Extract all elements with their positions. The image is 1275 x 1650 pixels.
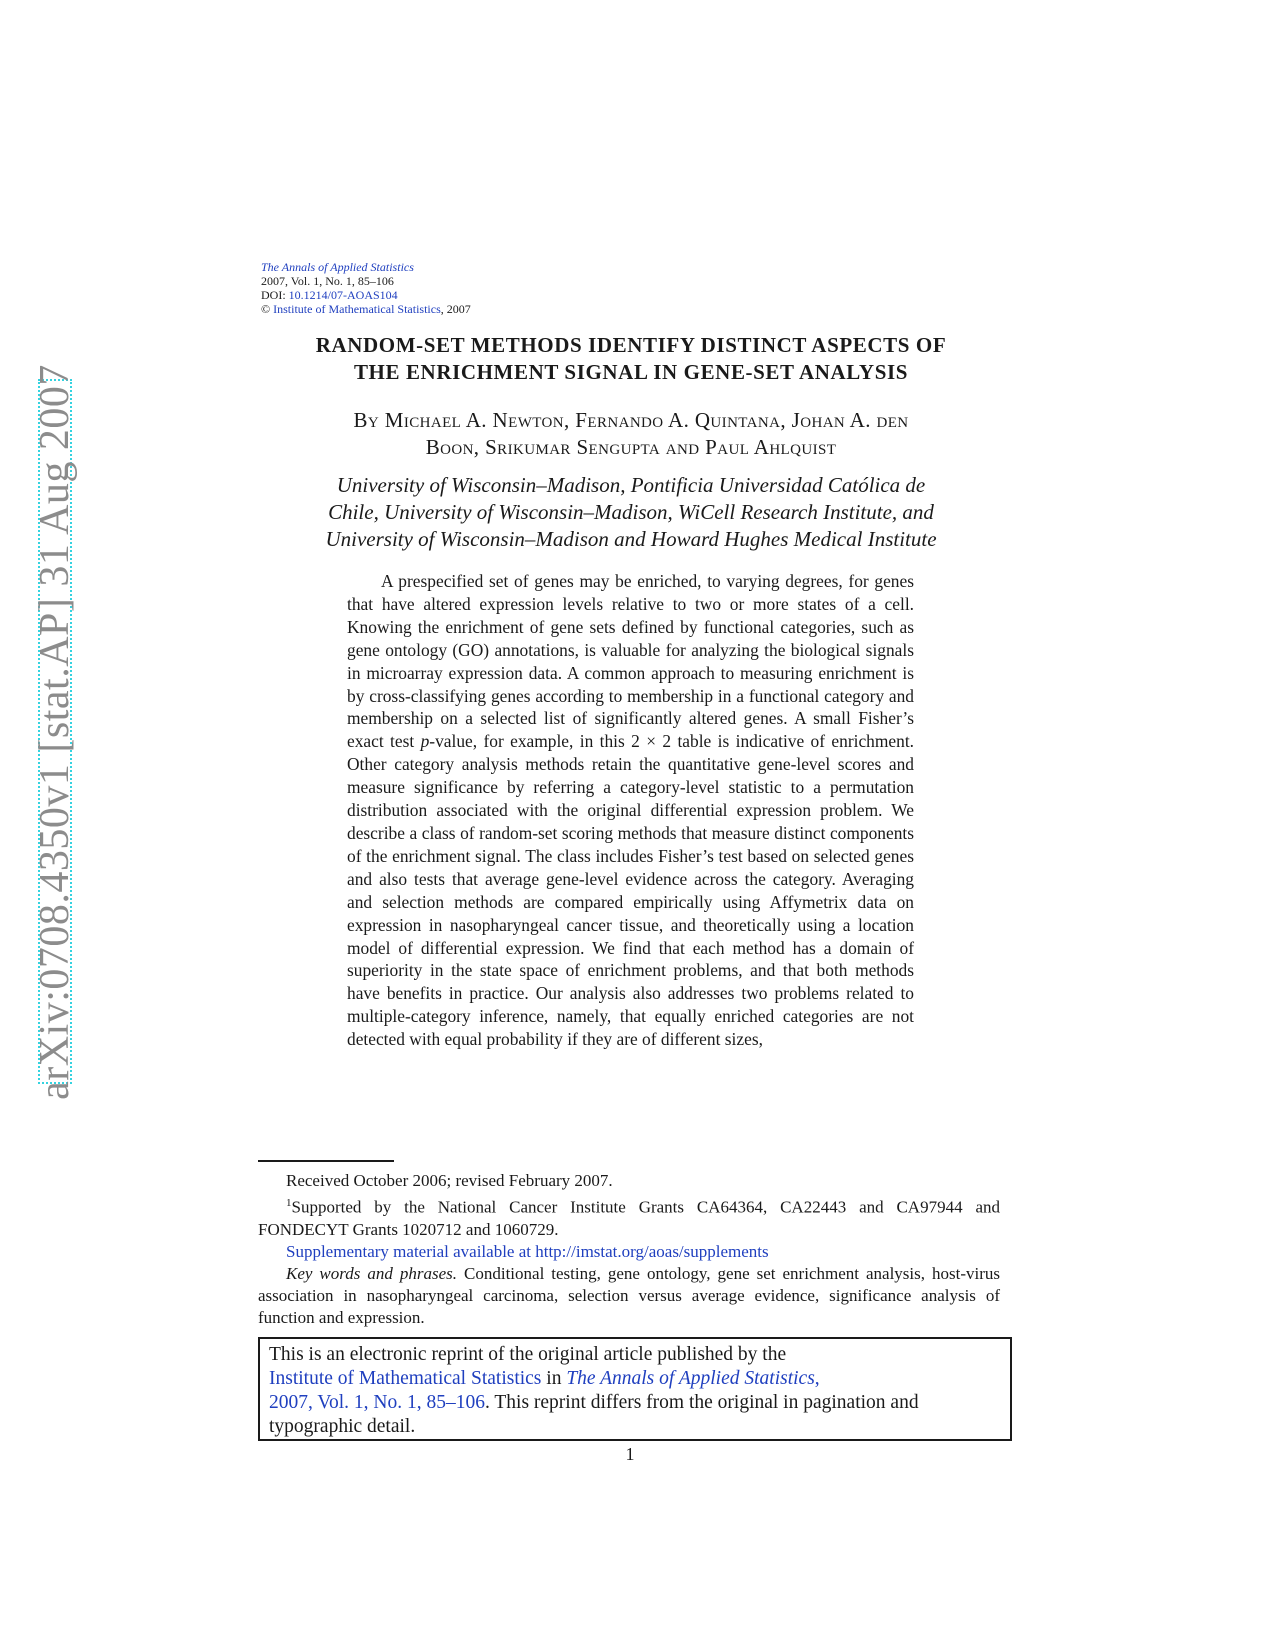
reprint-in: in (541, 1368, 567, 1389)
reprint-journal-link[interactable]: The Annals of Applied Statistics (566, 1368, 815, 1389)
title-line-1: RANDOM-SET METHODS IDENTIFY DISTINCT ASPECTS OF (315, 333, 947, 357)
journal-name-link[interactable]: The Annals of Applied Statistics (261, 260, 414, 274)
reprint-comma: , (814, 1368, 820, 1389)
reprint-notice (258, 1337, 1012, 1441)
paper-title (261, 332, 1001, 386)
journal-header (261, 260, 471, 316)
doi-label: DOI: (261, 288, 286, 302)
abstract (347, 570, 914, 1051)
affiliation-line-3: University of Wisconsin–Madison and Howard Hughes Medical Institute (325, 527, 937, 551)
p-value-symbol: p (420, 731, 430, 752)
abstract-part-2: -value, for example, in this 2 × 2 table is indicative of enrichment. Other category analysis methods retain the quantitative gene-level scores and measure significance by referring a category-level statistic to a permutation distribution associated with the original differential expression problem. We describe a class of random-set scoring methods that measure distinct components of the enrichment signal. The class includes Fisher’s test based on selected genes and also tests that average gene-level evidence across the category. Averaging and selection methods are compared empirically using Affymetrix data on expression in nasopharyngeal cancer tissue, and theoretically using a location model of differential expression. We find that each method has a domain of superiority in the state space of enrichment problems, and that both methods have benefits in practice. Our analysis also addresses two problems related to multiple-category inference, namely, that equally enriched categories are not detected with equal probability if they are of different sizes, (347, 731, 914, 1050)
funding-footnote (258, 1192, 1000, 1241)
page-number: 1 (625, 1444, 635, 1464)
affiliation-line-1: University of Wisconsin–Madison, Pontificia Universidad Católica de (336, 473, 926, 497)
copyright-year: , 2007 (440, 302, 471, 316)
doi-link[interactable]: 10.1214/07-AOAS104 (288, 288, 398, 302)
reprint-citation-link[interactable]: 2007, Vol. 1, No. 1, 85–106 (269, 1392, 485, 1413)
reprint-rest: . This reprint differs from the original in pagination and typographic detail. (269, 1392, 919, 1437)
affiliation-line-2: Chile, University of Wisconsin–Madison, WiCell Research Institute, and (328, 500, 934, 524)
volume-line: 2007, Vol. 1, No. 1, 85–106 (261, 274, 394, 288)
received-dates: Received October 2006; revised February 2007. (286, 1171, 613, 1190)
abstract-part-1: A prespecified set of genes may be enriched, to varying degrees, for genes that have altered expression levels relative to two or more states of a cell. Knowing the enrichment of gene sets defined by functional categories, such as gene ontology (GO) annotations, is valuable for analyzing the biological signals in microarray expression data. A common approach to measuring enrichment is by cross-classifying genes according to membership in a functional category and membership on a selected list of significantly altered genes. A small Fisher’s exact test (347, 571, 914, 752)
keywords (258, 1263, 1000, 1329)
arxiv-identifier: arXiv:0708.4350v1 [stat.AP] 31 Aug 2007 (32, 363, 78, 1100)
footnotes (258, 1170, 1000, 1329)
author-list (261, 407, 1001, 461)
authors-line-2: Boon, Srikumar Sengupta and Paul Ahlquist (425, 435, 837, 459)
reprint-institute-link[interactable]: Institute of Mathematical Statistics (269, 1368, 542, 1389)
supplementary-link[interactable]: Supplementary material available at http://imstat.org/aoas/supplements (286, 1241, 769, 1261)
authors-line-1: By Michael A. Newton, Fernando A. Quintana, Johan A. den (353, 408, 909, 432)
footnote-divider (258, 1160, 394, 1162)
keywords-text: Conditional testing, gene ontology, gene set enrichment analysis, host-virus association in nasopharyngeal carcinoma, selection versus average evidence, significance analysis of function and expression. (258, 1263, 1000, 1327)
footnote-mark: 1 (286, 1197, 292, 1209)
reprint-intro: This is an electronic reprint of the original article published by the (269, 1344, 787, 1365)
title-line-2: THE ENRICHMENT SIGNAL IN GENE-SET ANALYSIS (353, 360, 909, 384)
arxiv-stamp (32, 363, 78, 1100)
institute-link[interactable]: Institute of Mathematical Statistics (273, 302, 441, 316)
funding-text: Supported by the National Cancer Institute Grants CA64364, CA22443 and CA97944 and FONDECYT Grants 1020712 and 1060729. (258, 1197, 1000, 1239)
keywords-label: Key words and phrases. (286, 1263, 458, 1283)
copyright-icon: © (261, 302, 271, 316)
affiliations (261, 472, 1001, 553)
